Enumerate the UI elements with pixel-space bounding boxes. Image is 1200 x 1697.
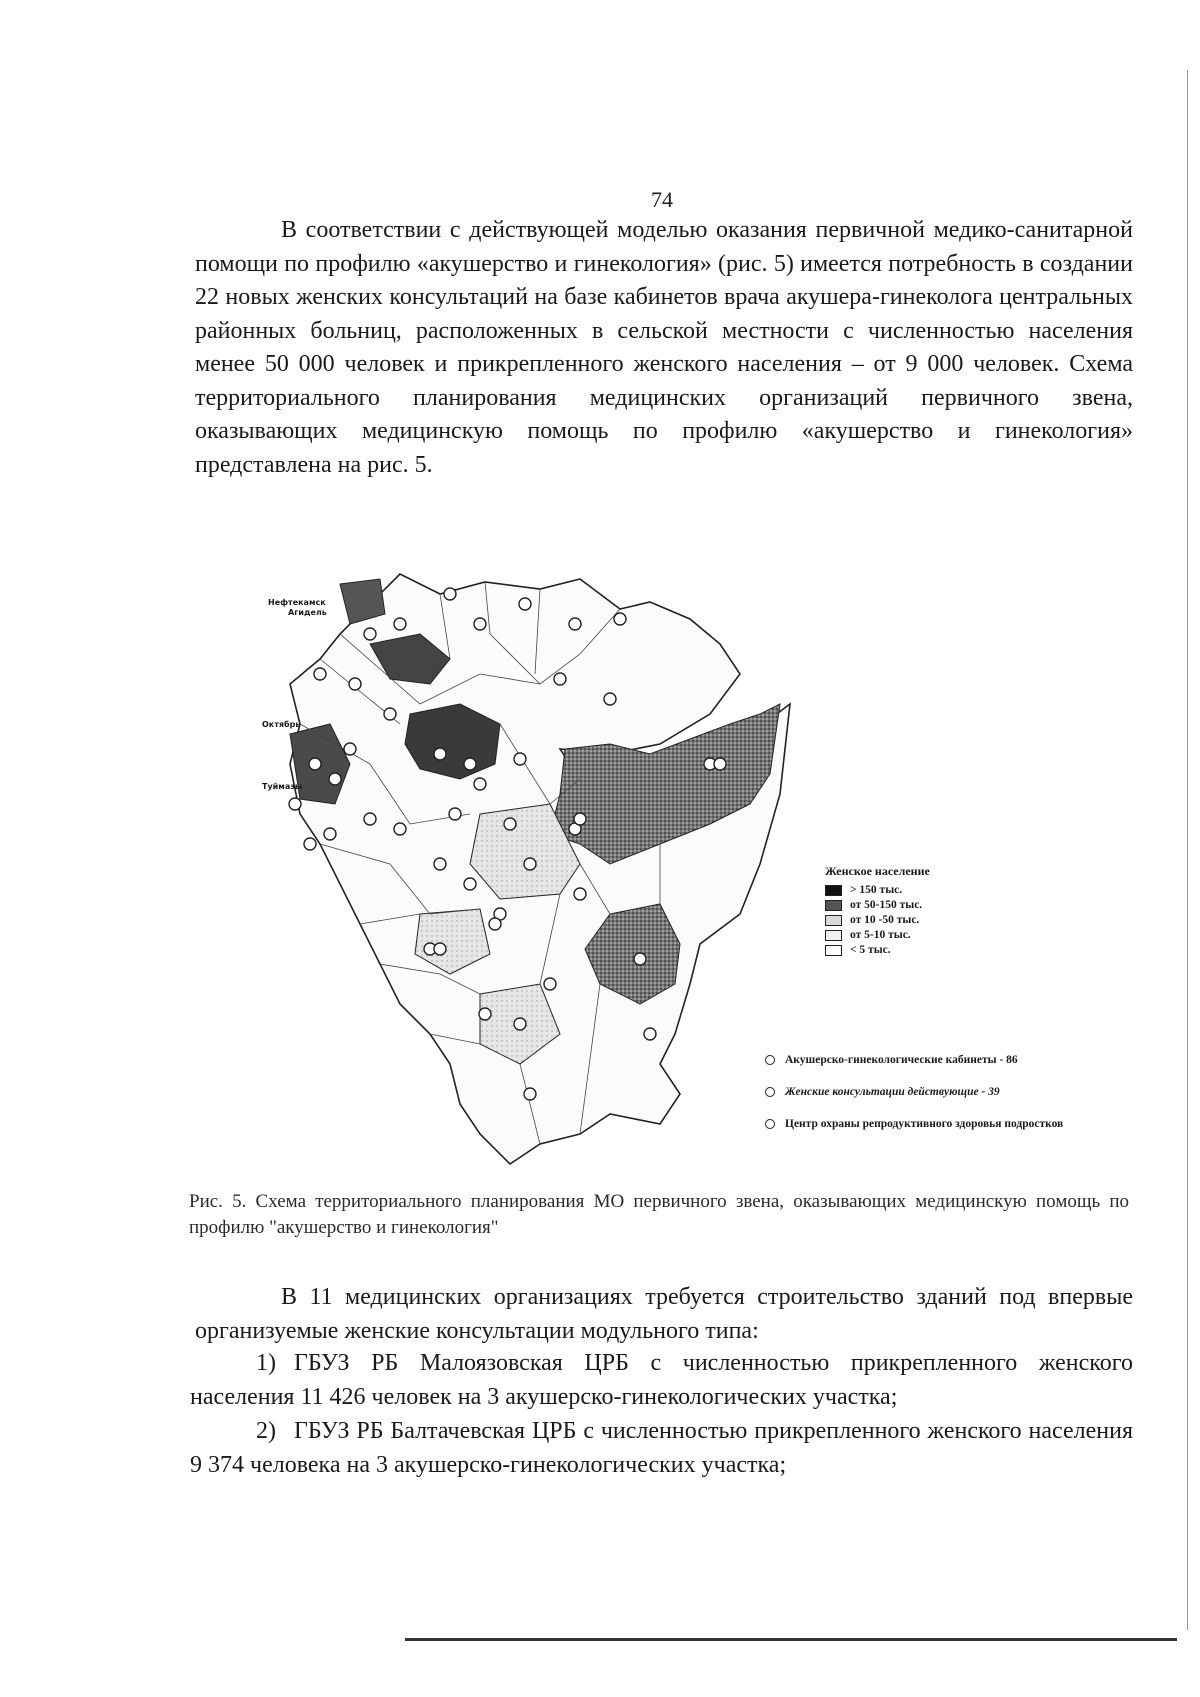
ring-icon: [765, 1055, 775, 1065]
body-paragraph-1: В соответствии с действующей моделью оказания первичной медико-санитарной помощи по профилю «акушерство и гинекология» (рис. 5) имеется потребность в создании 22 новых женских консультаций на базе кабинетов врача акушера-гинеколога центральных районных больниц, расположенных в сельской местности с численностью населения менее 50 000 человек и прикрепленного женского населения – от 9 000 человек. Схема территориального планирования медицинских организаций первичного звена, оказывающих медицинскую помощь по профилю «акушерство и гинекология» представлена на рис. 5.: [195, 217, 1133, 478]
scan-edge-right: [1187, 70, 1188, 1630]
marker-legend: [765, 1052, 1063, 1148]
legend-label: > 150 тыс.: [850, 884, 903, 896]
list-item: [190, 1347, 1133, 1414]
legend-title: Женское население: [825, 864, 930, 878]
legend-swatch: [825, 915, 842, 926]
map-label-oktyabrsky: Октябрь: [262, 720, 301, 729]
legend-label: < 5 тыс.: [850, 944, 891, 956]
marker-row: [765, 1116, 1063, 1131]
legend-row: [825, 898, 930, 913]
marker-row: [765, 1052, 1063, 1067]
footer-rule: [405, 1638, 1177, 1641]
marker-label: Женские консультации действующие - 39: [785, 1085, 1000, 1098]
legend-row: [825, 928, 930, 943]
marker-row: [765, 1084, 1063, 1099]
legend-row: [825, 883, 930, 898]
legend-row: [825, 943, 930, 958]
legend-swatch: [825, 930, 842, 941]
legend-swatch: [825, 900, 842, 911]
map-label-tuymazy: Туймазы: [262, 782, 303, 791]
page-number: 74: [651, 187, 673, 212]
population-legend: [825, 864, 930, 958]
double-ring-icon: [765, 1087, 775, 1097]
legend-row: [825, 913, 930, 928]
legend-swatch: [825, 885, 842, 896]
legend-label: от 10 -50 тыс.: [850, 914, 920, 926]
marker-label: Акушерско-гинекологические кабинеты - 86: [785, 1053, 1018, 1066]
legend-swatch: [825, 945, 842, 956]
list-number: 2): [256, 1418, 276, 1444]
map-figure: [262, 564, 1160, 1174]
legend-label: от 5-10 тыс.: [850, 929, 911, 941]
list-item: [190, 1415, 1133, 1482]
list-text: ГБУЗ РБ Балтачевская ЦРБ с численностью прикрепленного женского населения 9 374 человека на 3 акушерско-гинекологических участка;: [190, 1418, 1133, 1478]
map-label-neftekamsk: Нефтекамск: [268, 598, 326, 607]
body-paragraph-2: В 11 медицинских организациях требуется строительство зданий под впервые организуемые женские консультации модульного типа:: [195, 1284, 1133, 1344]
map-label-agidel: Агидель: [288, 608, 327, 617]
list-text: ГБУЗ РБ Малоязовская ЦРБ с численностью прикрепленного женского населения 11 426 человек на 3 акушерско-гинекологических участка;: [190, 1350, 1133, 1410]
list-number: 1): [256, 1350, 276, 1376]
legend-label: от 50-150 тыс.: [850, 899, 923, 911]
figure-caption: Рис. 5. Схема территориального планирования МО первичного звена, оказывающих медицинскую помощь по профилю "акушерство и гинекология": [189, 1191, 1129, 1238]
ring-icon: [765, 1119, 775, 1129]
marker-label: Центр охраны репродуктивного здоровья подростков: [785, 1117, 1064, 1130]
